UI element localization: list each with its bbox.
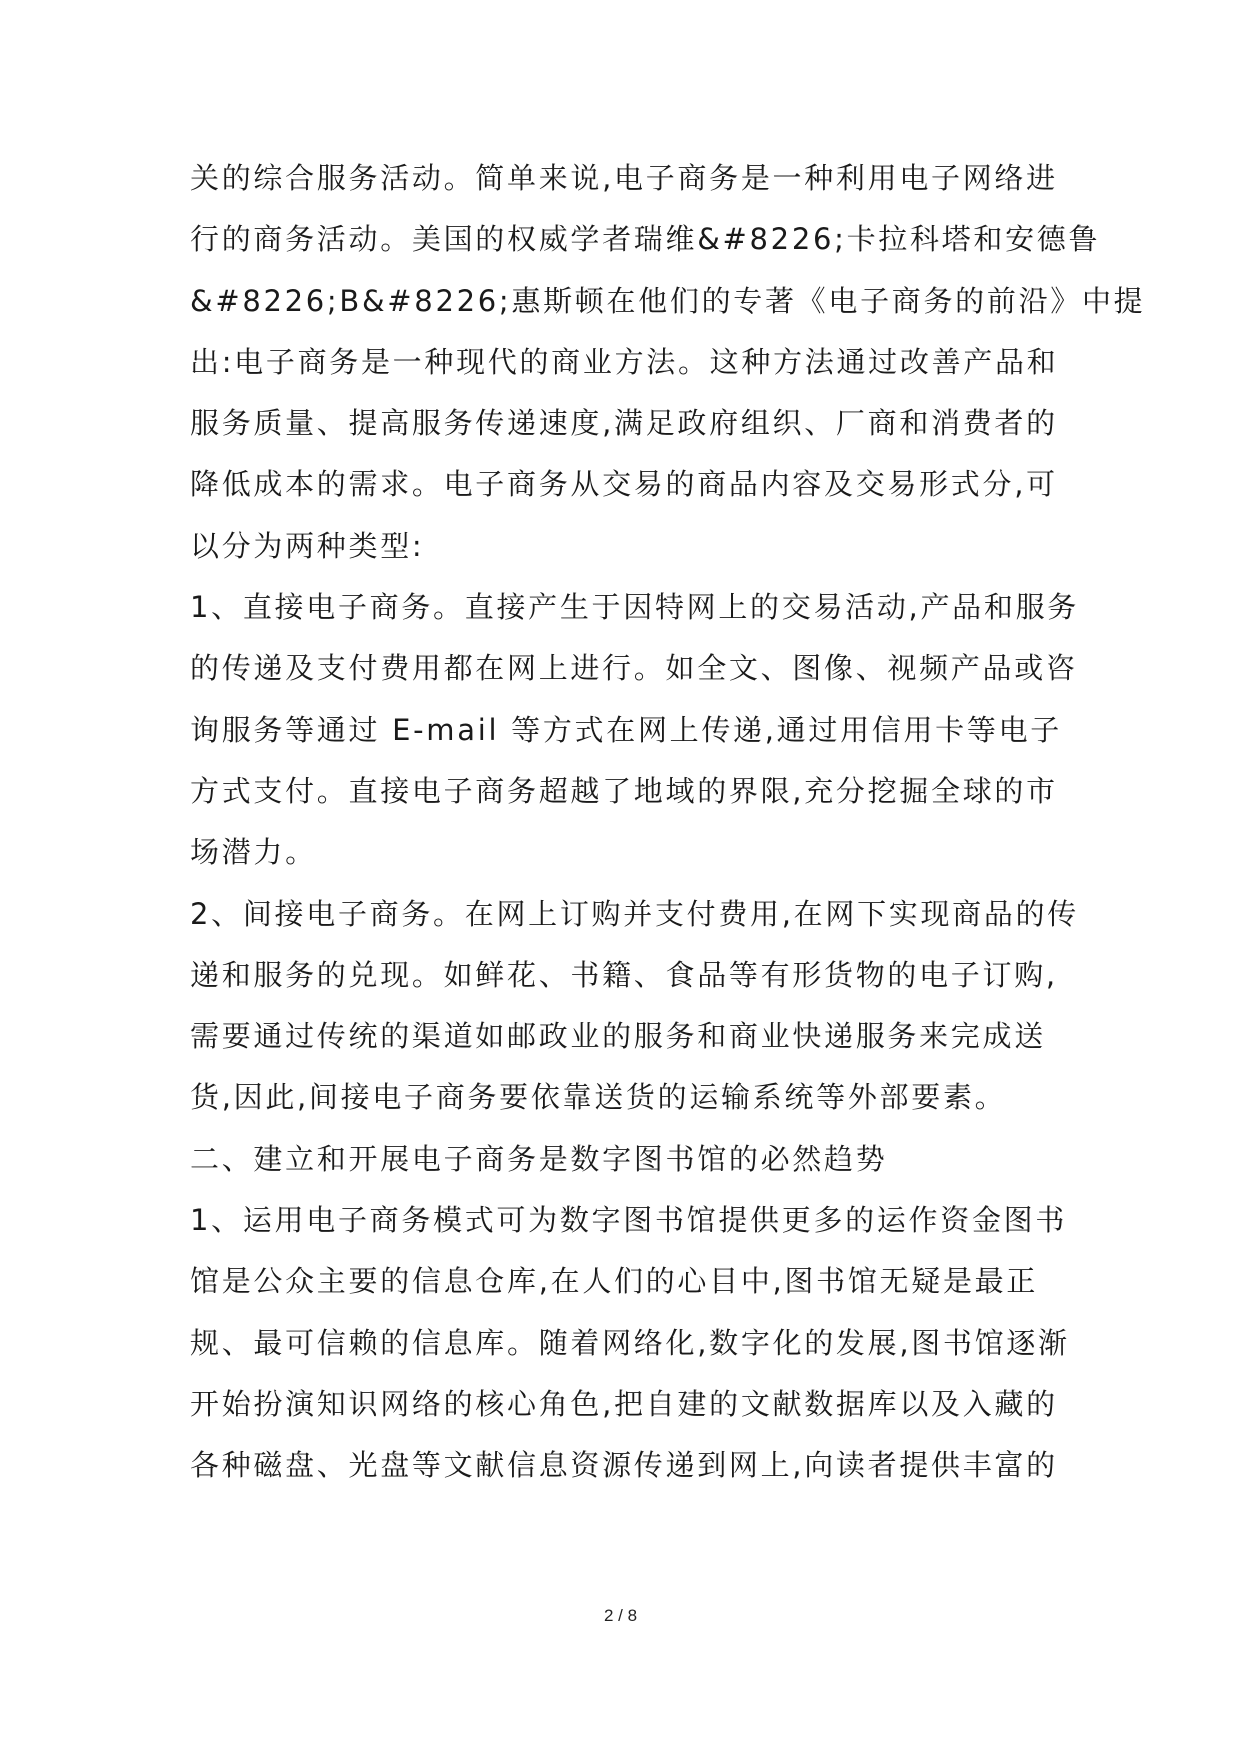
- text-line: 2、间接电子商务。在网上订购并支付费用,在网下实现商品的传: [190, 896, 1079, 931]
- text-line: 开始扮演知识网络的核心角色,把自建的文献数据库以及入藏的: [190, 1386, 1058, 1421]
- text-line: 降低成本的需求。电子商务从交易的商品内容及交易形式分,可: [190, 467, 1058, 502]
- text-line: 馆是公众主要的信息仓库,在人们的心目中,图书馆无疑是最正: [190, 1264, 1039, 1299]
- text-line: 服务质量、提高服务传递速度,满足政府组织、厂商和消费者的: [190, 406, 1058, 441]
- text-line: 递和服务的兑现。如鲜花、书籍、食品等有形货物的电子订购,: [190, 957, 1058, 992]
- text-line: &#8226;B&#8226;惠斯顿在他们的专著《电子商务的前沿》中提: [190, 283, 1146, 318]
- section-heading: 二、建立和开展电子商务是数字图书馆的必然趋势: [190, 1141, 888, 1176]
- page-number: 2 / 8: [603, 1606, 638, 1625]
- text-line: 规、最可信赖的信息库。随着网络化,数字化的发展,图书馆逐渐: [190, 1325, 1070, 1360]
- text-line: 的传递及支付费用都在网上进行。如全文、图像、视频产品或咨: [190, 651, 1078, 686]
- text-line: 出:电子商务是一种现代的商业方法。这种方法通过改善产品和: [190, 344, 1059, 379]
- body-text: [190, 158, 1146, 1507]
- text-line: 1、直接电子商务。直接产生于因特网上的交易活动,产品和服务: [190, 590, 1079, 625]
- text-line: 方式支付。直接电子商务超越了地域的界限,充分挖掘全球的市: [190, 773, 1058, 808]
- text-line: 行的商务活动。美国的权威学者瑞维&#8226;卡拉科塔和安德鲁: [190, 222, 1101, 257]
- text-line: 询服务等通过 E-mail 等方式在网上传递,通过用信用卡等电子: [190, 712, 1062, 747]
- text-line: 以分为两种类型:: [190, 528, 425, 563]
- text-line: 货,因此,间接电子商务要依靠送货的运输系统等外部要素。: [190, 1080, 1007, 1115]
- text-line: 关的综合服务活动。简单来说,电子商务是一种利用电子网络进: [190, 161, 1058, 195]
- text-line: 1、运用电子商务模式可为数字图书馆提供更多的运作资金图书: [190, 1203, 1068, 1238]
- text-line: 场潜力。: [190, 835, 317, 870]
- text-line: 需要通过传统的渠道如邮政业的服务和商业快递服务来完成送: [190, 1019, 1046, 1054]
- text-line: 各种磁盘、光盘等文献信息资源传递到网上,向读者提供丰富的: [190, 1448, 1058, 1483]
